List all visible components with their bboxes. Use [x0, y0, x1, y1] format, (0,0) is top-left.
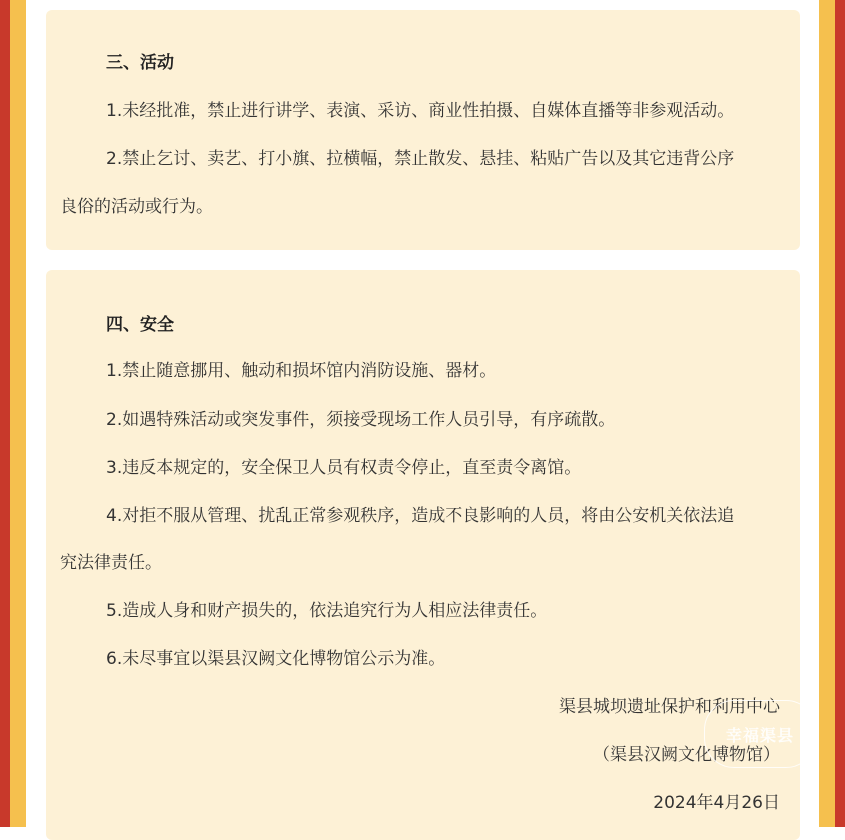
paragraph: 4.对拒不服从管理、扰乱正常参观秩序，造成不良影响的人员，将由公安机关依法追	[106, 506, 735, 526]
right-red-stripe	[835, 0, 845, 827]
section-heading-safety: 四、安全	[106, 315, 174, 335]
watermark-logo: 幸福渠县	[704, 700, 816, 768]
signature-date: 2024年4月26日	[653, 793, 780, 813]
paragraph: 5.造成人身和财产损失的，依法追究行为人相应法律责任。	[106, 601, 548, 621]
paragraph: 究法律责任。	[60, 553, 162, 573]
paragraph: 6.未尽事宜以渠县汉阙文化博物馆公示为准。	[106, 649, 446, 669]
paragraph: 3.违反本规定的，安全保卫人员有权责令停止，直至责令离馆。	[106, 458, 582, 478]
right-yellow-stripe	[819, 0, 835, 827]
left-red-stripe	[0, 0, 10, 827]
activity-section-card	[46, 10, 800, 250]
signature-org: 渠县城坝遗址保护和利用中心	[559, 697, 780, 717]
paragraph: 2.禁止乞讨、卖艺、打小旗、拉横幅，禁止散发、悬挂、粘贴广告以及其它违背公序	[106, 149, 735, 169]
left-yellow-stripe	[10, 0, 26, 827]
safety-section-card	[46, 270, 800, 840]
paragraph: 2.如遇特殊活动或突发事件，须接受现场工作人员引导，有序疏散。	[106, 410, 616, 430]
paragraph: 1.未经批准，禁止进行讲学、表演、采访、商业性拍摄、自媒体直播等非参观活动。	[106, 101, 735, 121]
paragraph: 良俗的活动或行为。	[60, 197, 213, 217]
paragraph: 1.禁止随意挪用、触动和损坏馆内消防设施、器材。	[106, 361, 497, 381]
signature-museum: （渠县汉阙文化博物馆）	[593, 745, 780, 765]
section-heading-activity: 三、活动	[106, 53, 174, 73]
